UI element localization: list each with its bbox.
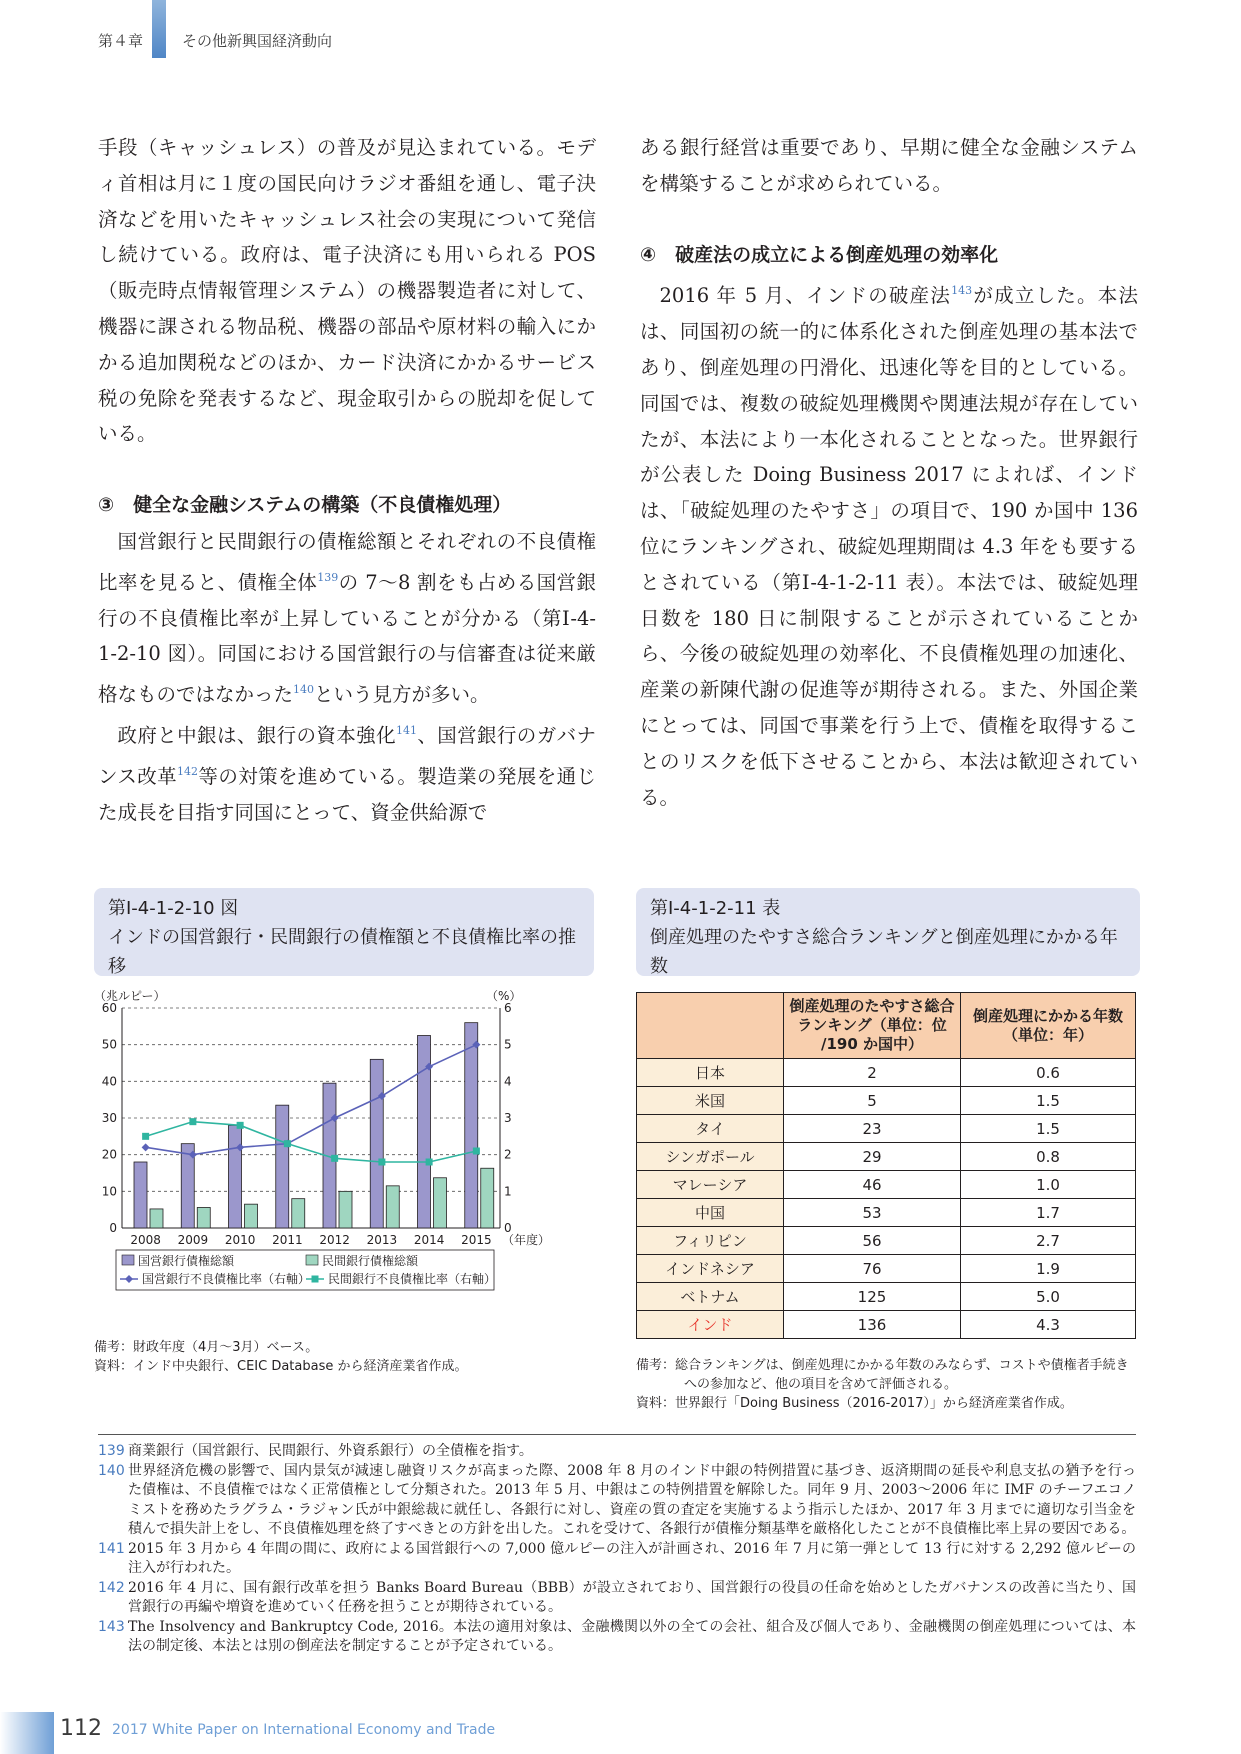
table-cell-years: 1.9 — [961, 1255, 1136, 1283]
table-row — [637, 1311, 1136, 1339]
bank-credit-npl-chart — [94, 988, 594, 1338]
x-tick-label: 2011 — [272, 1233, 303, 1247]
y-axis-left-unit: （兆ルピー） — [94, 989, 166, 1003]
x-axis-unit: （年度） — [502, 1233, 551, 1247]
bar-state — [465, 1023, 478, 1228]
footnote-item — [98, 1462, 1136, 1540]
y-tick-left: 30 — [101, 1111, 117, 1125]
table-cell-country: インド — [637, 1311, 784, 1339]
table-cell-country: タイ — [637, 1115, 784, 1143]
figure-note: 備考：財政年度（4月～3月）ベース。 — [94, 1340, 319, 1355]
table-note: 備考：総合ランキングは、倒産処理にかかる年数のみならず、コストや債権者手続きへの参加など、他の項目を含めて評価される。 — [636, 1358, 1129, 1392]
figure-notes — [94, 1338, 574, 1376]
page-number: 112 — [60, 1716, 102, 1741]
footnote-ref-142[interactable]: 142 — [177, 764, 199, 778]
x-tick-label: 2014 — [413, 1233, 445, 1247]
table-cell-years: 1.5 — [961, 1087, 1136, 1115]
footnote-text: 世界経済危機の影響で、国内景気が減速し融資リスクが高まった際、2008 年 8 月のインド中銀の特例措置に基づき、返済期間の延長や利息支払の猶予を行った債権は、不良債権ではなく正常債権として分類された。2013 年 5 月、中銀はこの特例措置を解除した。同年 9 月、2003～2006 年に IMF のチーフエコノミストを務めたラグラム・ラジャン氏が中銀総裁に就任し、各銀行に対し、資産の質の査定を実施するよう指示したほか、2017 年 3 月までに適切な引当金を積んで損失計上をし、不良債権処理を終了すべきとの方針を出した。これを受けて、各銀行が債権分類基準を厳格化したことが不良債権比率上昇の要因である。 — [128, 1462, 1136, 1537]
y-tick-right: 3 — [504, 1111, 512, 1125]
table-cell-country: フィリピン — [637, 1227, 784, 1255]
section-heading-3: ③ 健全な金融システムの構築（不良債権処理） — [98, 494, 512, 517]
table-cell-years: 1.5 — [961, 1115, 1136, 1143]
table-cell-country: インドネシア — [637, 1255, 784, 1283]
table-cell-country: 中国 — [637, 1199, 784, 1227]
figure-number: 第Ⅰ-4-1-2-10 図 — [108, 898, 239, 919]
point-private-npl — [426, 1159, 433, 1166]
table-cell-country: マレーシア — [637, 1171, 784, 1199]
point-private-npl — [142, 1133, 149, 1140]
footnote-item — [98, 1540, 1136, 1579]
table-cell-years: 2.7 — [961, 1227, 1136, 1255]
x-tick-label: 2009 — [177, 1233, 209, 1247]
table-row — [637, 1115, 1136, 1143]
point-private-npl — [473, 1148, 480, 1155]
figure-source: 資料：インド中央銀行、CEIC Database から経済産業省作成。 — [94, 1359, 468, 1374]
bar-private — [481, 1168, 494, 1228]
footnote-number[interactable]: 143 — [98, 1618, 125, 1635]
bar-state — [134, 1162, 147, 1228]
legend-swatch-state-credit — [122, 1255, 134, 1265]
table-header-ranking: 倒産処理のたやすさ総合ランキング（単位：位 /190 か国中） — [784, 993, 961, 1059]
table-cell-country: 日本 — [637, 1059, 784, 1087]
table-row — [637, 1283, 1136, 1311]
y-tick-right: 0 — [504, 1221, 512, 1235]
paragraph-npl: 国営銀行と民間銀行の債権総額とそれぞれの不良債権比率を見ると、債権全体$^{139}$の 7～8 割をも占める国営銀行の不良債権比率が上昇していることが分かる（第Ⅰ-4-1-2-10 図）。同国における国営銀行の与信審査は従来厳格なものではなかった$^{140}$という見方が多い。 — [98, 529, 596, 707]
bar-state — [276, 1105, 289, 1228]
y-tick-right: 1 — [504, 1184, 512, 1199]
table-number: 第Ⅰ-4-1-2-11 表 — [650, 898, 781, 919]
point-state-npl — [142, 1143, 150, 1151]
footnote-item — [98, 1579, 1136, 1618]
footnote-number[interactable]: 142 — [98, 1579, 125, 1596]
footnote-number[interactable]: 139 — [98, 1443, 125, 1459]
bar-private — [292, 1199, 305, 1228]
chapter-title: その他新興国経済動向 — [182, 32, 333, 50]
x-tick-label: 2008 — [130, 1233, 161, 1247]
legend-label: 民間銀行不良債権比率（右軸） — [328, 1272, 497, 1286]
table-cell-rank: 29 — [784, 1143, 961, 1171]
y-tick-left: 40 — [101, 1074, 117, 1089]
footnote-item — [98, 1618, 1136, 1657]
bar-private — [245, 1204, 258, 1228]
bar-private — [339, 1191, 352, 1228]
bar-state — [229, 1125, 242, 1228]
table-row — [637, 1143, 1136, 1171]
right-text-column — [640, 130, 1138, 815]
x-tick-label: 2010 — [224, 1233, 256, 1247]
legend-swatch-private-credit — [306, 1255, 318, 1265]
table-cell-years: 1.0 — [961, 1171, 1136, 1199]
table-cell-rank: 125 — [784, 1283, 961, 1311]
table-title: 倒産処理のたやすさ総合ランキングと倒産処理にかかる年数 — [650, 927, 1118, 977]
table-header-years: 倒産処理にかかる年数（単位：年） — [961, 993, 1136, 1059]
table-row — [637, 1227, 1136, 1255]
y-tick-left: 20 — [101, 1147, 117, 1162]
footnote-item — [98, 1442, 1136, 1462]
table-row — [637, 1255, 1136, 1283]
table-row — [637, 1087, 1136, 1115]
footnote-ref-139[interactable]: 139 — [317, 570, 339, 584]
table-cell-rank: 56 — [784, 1227, 961, 1255]
bar-private — [197, 1207, 210, 1228]
footnote-divider — [98, 1434, 1136, 1435]
table-caption — [636, 888, 1140, 976]
table-cell-country: 米国 — [637, 1087, 784, 1115]
table-cell-years: 0.8 — [961, 1143, 1136, 1171]
point-private-npl — [284, 1140, 291, 1147]
bar-private — [386, 1186, 399, 1228]
y-tick-left: 60 — [101, 1001, 117, 1015]
y-tick-left: 10 — [101, 1184, 117, 1199]
x-tick-label: 2012 — [319, 1233, 350, 1247]
section-heading-4: ④ 破産法の成立による倒産処理の効率化 — [640, 243, 999, 266]
footnote-number[interactable]: 141 — [98, 1540, 125, 1557]
table-row — [637, 1171, 1136, 1199]
bar-state — [370, 1059, 383, 1228]
table-header-country — [637, 993, 784, 1059]
paragraph-governance: 政府と中銀は、銀行の資本強化$^{141}$、国営銀行のガバナンス改革$^{142}$等の対策を進めている。製造業の発展を通じた成長を目指す同国にとって、資金供給源で — [98, 723, 596, 824]
point-private-npl — [331, 1155, 338, 1162]
y-tick-left: 50 — [101, 1037, 117, 1052]
table-cell-years: 4.3 — [961, 1311, 1136, 1339]
table-cell-country: ベトナム — [637, 1283, 784, 1311]
y-tick-left: 0 — [109, 1221, 117, 1235]
table-cell-years: 0.6 — [961, 1059, 1136, 1087]
table-source: 資料：世界銀行「Doing Business（2016-2017）」から経済産業省作成。 — [636, 1396, 1073, 1411]
chapter-color-bar — [152, 0, 166, 58]
table-cell-rank: 53 — [784, 1199, 961, 1227]
table-cell-rank: 76 — [784, 1255, 961, 1283]
bar-private — [434, 1178, 447, 1228]
footnote-ref-140[interactable]: 140 — [293, 683, 315, 697]
y-axis-right-unit: （%） — [486, 989, 522, 1003]
point-private-npl — [378, 1159, 385, 1166]
legend-label: 民間銀行債権総額 — [322, 1254, 419, 1268]
table-notes — [636, 1356, 1136, 1413]
table-cell-rank: 5 — [784, 1087, 961, 1115]
point-private-npl — [237, 1122, 244, 1129]
bankruptcy-ranking-table — [636, 992, 1136, 1339]
y-tick-right: 4 — [504, 1074, 512, 1089]
paragraph-bankruptcy-law: 2016 年 5 月、インドの破産法$^{143}$が成立した。本法は、同国初の統一的に体系化された倒産処理の基本法であり、倒産処理の円滑化、迅速化等を目的としている。同国では、複数の破綻処理機関や関連法規が存在していたが、本法により一本化されることとなった。世界銀行が公表した Doing Business 2017 によれば、インドは、「破綻処理のたやすさ」の項目で、190 か国中 136 位にランキングされ、破綻処理期間は 4.3 年をも要するとされている（第Ⅰ-4-1-2-11 表）。本法では、破綻処理日数を 180 日に制限することが示されていることから、今後の破綻処理の効率化、不良債権処理の加速化、産業の新陳代謝の促進等が期待される。また、外国企業にとっては、同国で事業を行う上で、債権を取得することのリスクを低下させることから、本法は歓迎されている。 — [640, 284, 1138, 809]
footnote-ref-141[interactable]: 141 — [395, 723, 417, 737]
figure-title: インドの国営銀行・民間銀行の債権額と不良債権比率の推移 — [108, 927, 576, 977]
table-cell-rank: 2 — [784, 1059, 961, 1087]
table-cell-years: 5.0 — [961, 1283, 1136, 1311]
y-tick-right: 6 — [504, 1001, 512, 1015]
legend-marker-private-npl — [312, 1276, 319, 1283]
table-cell-rank: 46 — [784, 1171, 961, 1199]
footnote-text: 商業銀行（国営銀行、民間銀行、外資系銀行）の全債権を指す。 — [128, 1443, 533, 1459]
chapter-label: 第４章 — [98, 32, 144, 50]
paragraph-cashless: 手段（キャッシュレス）の普及が見込まれている。モディ首相は月に１度の国民向けラジオ番組を通し、電子決済などを用いたキャッシュレス社会の実現について発信し続けている。政府は、電子決済にも用いられる POS（販売時点情報管理システム）の機器製造者に対して、機器に課される物品税、機器の部品や原材料の輸入にかかる追加関税などのほか、カード決済にかかるサービス税の免除を発表するなど、現金取引からの脱却を促している。 — [98, 136, 596, 446]
point-private-npl — [189, 1118, 196, 1125]
table-row — [637, 1199, 1136, 1227]
footnote-ref-143[interactable]: 143 — [951, 284, 973, 298]
footnote-number[interactable]: 140 — [98, 1462, 125, 1479]
table-row — [637, 1059, 1136, 1087]
footnotes — [98, 1442, 1136, 1657]
table-cell-rank: 23 — [784, 1115, 961, 1143]
legend-label: 国営銀行債権総額 — [138, 1254, 235, 1268]
x-tick-label: 2013 — [366, 1233, 398, 1247]
footnote-text: 2015 年 3 月から 4 年間の間に、政府による国営銀行への 7,000 億ルピーの注入が計画され、2016 年 7 月に第一弾として 13 行に対する 2,292 億ルピーの注入が行われた。 — [128, 1540, 1136, 1576]
table-cell-rank: 136 — [784, 1311, 961, 1339]
figure-caption — [94, 888, 594, 976]
left-text-column — [98, 130, 596, 830]
footer-color-bar — [0, 1712, 54, 1754]
publication-title: 2017 White Paper on International Economy and Trade — [112, 1722, 496, 1738]
footnote-text: 2016 年 4 月に、国有銀行改革を担う Banks Board Bureau（BBB）が設立されており、国営銀行の役員の任命を始めとしたガバナンスの改善に当たり、国営銀行の再編や増資を進めていく任務を担うことが期待されている。 — [128, 1579, 1136, 1615]
table-cell-country: シンガポール — [637, 1143, 784, 1171]
table-header-row — [637, 993, 1136, 1059]
footnote-text: The Insolvency and Bankruptcy Code, 2016。本法の適用対象は、金融機関以外の全ての会社、組合及び個人であり、金融機関の倒産処理については、本法の制定後、本法とは別の倒産法を制定することが予定されている。 — [128, 1618, 1136, 1654]
legend-label: 国営銀行不良債権比率（右軸） — [142, 1272, 311, 1286]
y-tick-right: 5 — [504, 1037, 512, 1052]
y-tick-right: 2 — [504, 1147, 512, 1162]
bar-private — [150, 1209, 163, 1228]
table-cell-years: 1.7 — [961, 1199, 1136, 1227]
paragraph-bank-management: ある銀行経営は重要であり、早期に健全な金融システムを構築することが求められている。 — [640, 136, 1138, 195]
x-tick-label: 2015 — [461, 1233, 492, 1247]
